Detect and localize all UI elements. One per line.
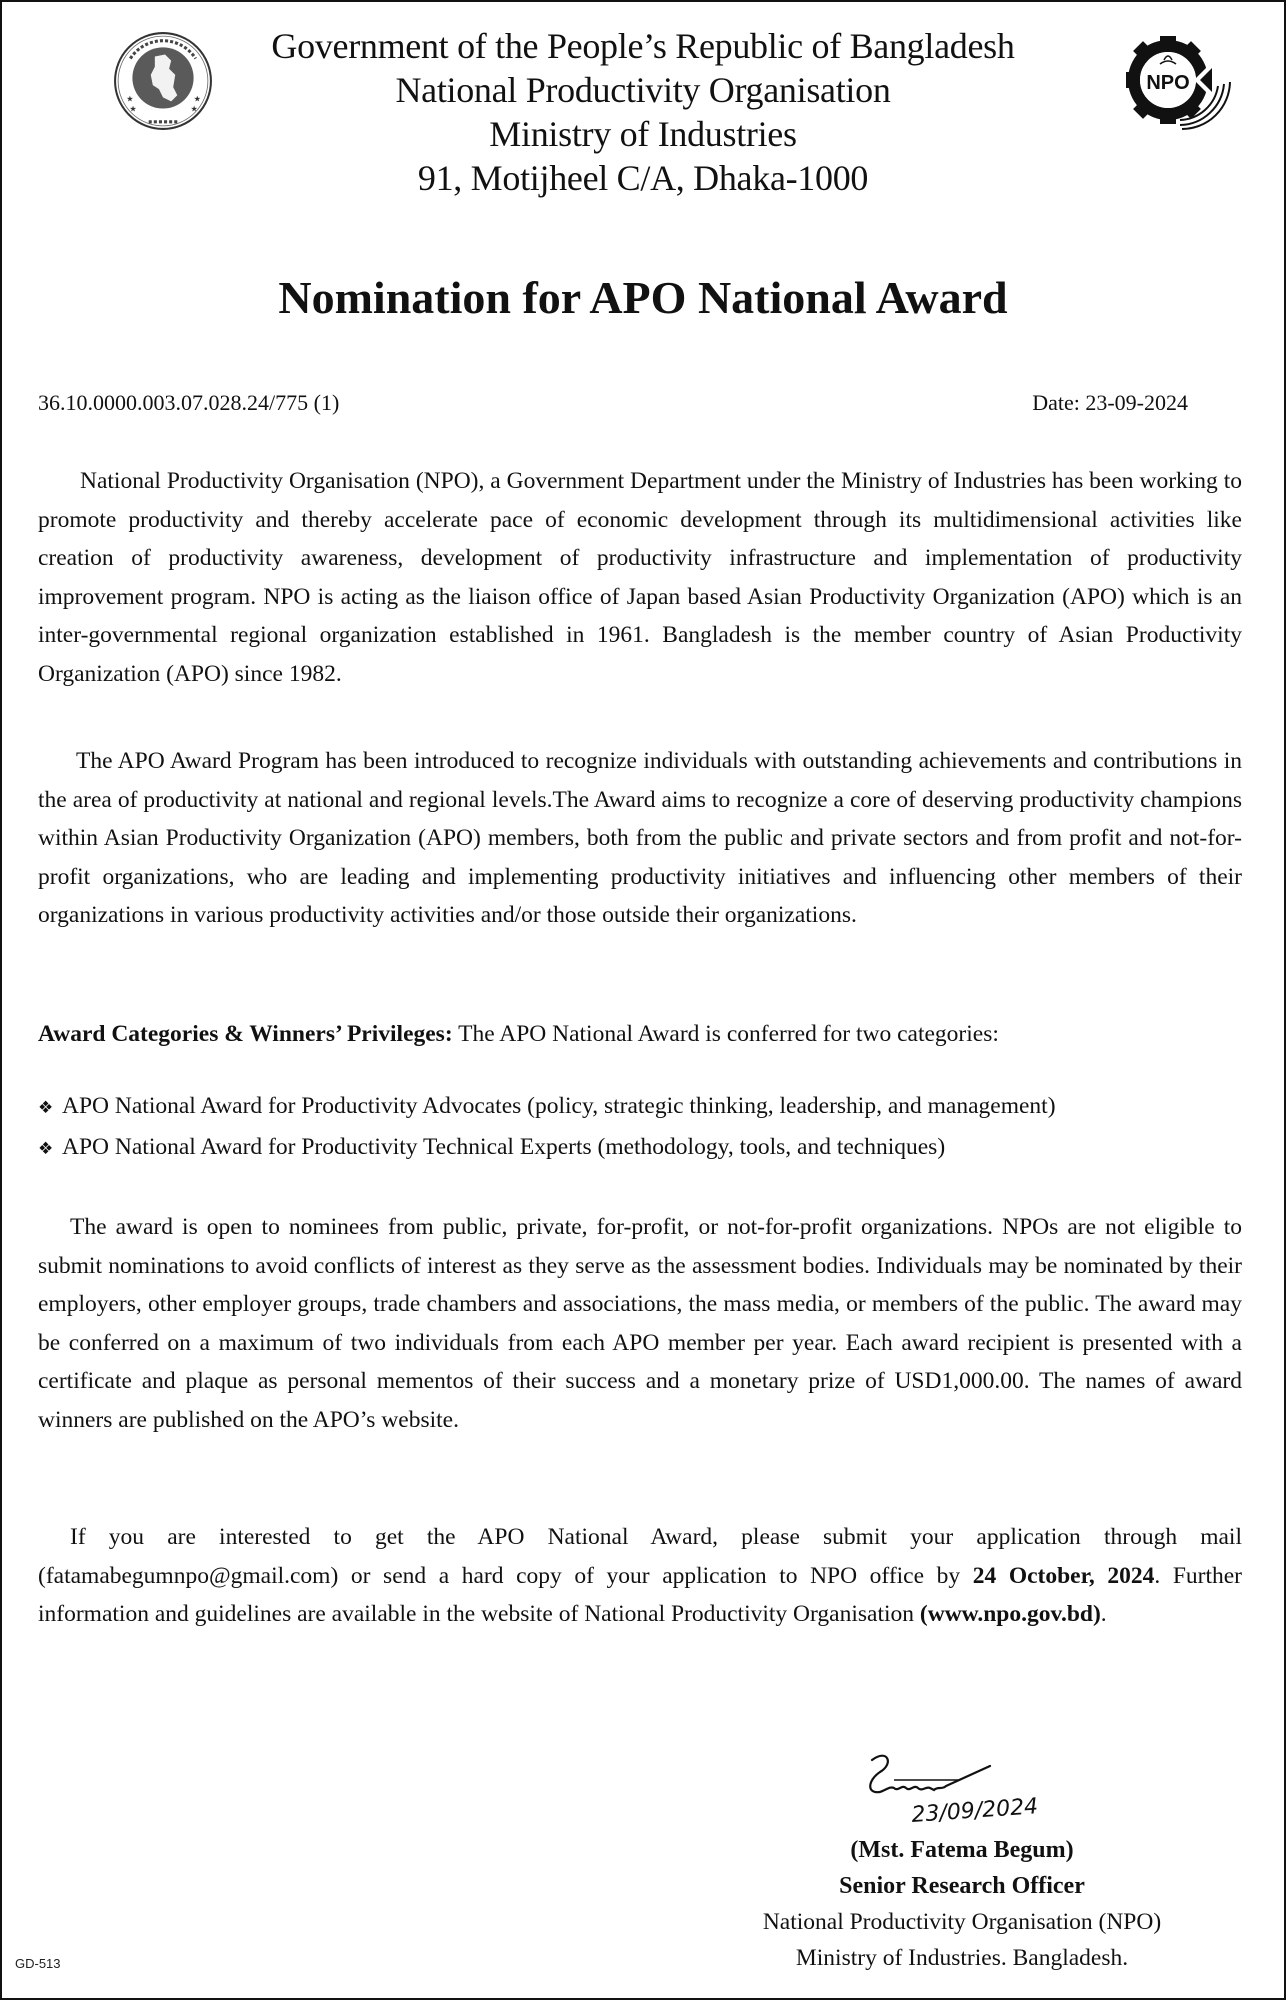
list-item (38, 1087, 1056, 1128)
paragraph-award-program: The APO Award Program has been introduced to recognize individuals with outstanding achievements and contributions in the area of productivity at national and regional levels.The Award aims to recognize a core of deserving productivity champions within Asian Productivity Organization (APO) members, both from the public and private sectors and from profit and not-for-profit organizations, who are leading and implementing productivity initiatives and influencing other members of their organizations in various productivity activities and/or those outside their organizations. (38, 748, 1242, 929)
award-categories-label: Award Categories & Winners’ Privileges: (38, 1021, 453, 1047)
letterhead-government: Government of the People’s Republic of Bangladesh (271, 26, 1015, 66)
svg-text:★: ★ (129, 103, 137, 114)
npo-gear-logo-icon (1120, 30, 1240, 130)
submission-deadline: 24 October, 2024 (972, 1562, 1155, 1589)
notice-title: Nomination for APO National Award (278, 272, 1008, 323)
award-categories-list (38, 1087, 1056, 1168)
svg-text:NPO: NPO (1146, 72, 1190, 94)
signatory-designation: Senior Research Officer (839, 1873, 1085, 1899)
letterhead (2, 24, 1284, 200)
svg-text:★: ★ (193, 93, 201, 104)
paragraph-npo-intro: National Productivity Organisation (NPO), a Government Department under the Ministry of Industries has been working to promote productivity and thereby accelerate pace of economic development through its multidimensional activities like creation of productivity awareness, development of productivity infrastructure and implementation of productivity improvement program. NPO is acting as the liaison office of Japan based Asian Productivity Organization (APO) which is an inter-governmental regional organization established in 1961. Bangladesh is the member country of Asian Productivity Organization (APO) since 1982. (38, 468, 1242, 687)
award-categories-intro (38, 1015, 1242, 1053)
submission-text: . (1100, 1601, 1107, 1628)
issue-date: Date: 23-09-2024 (1032, 390, 1188, 415)
diamond-bullet-icon: ❖ (38, 1138, 54, 1159)
list-item (38, 1128, 1056, 1169)
contact-email-link[interactable]: fatamabegumnpo@gmail.com (45, 1562, 331, 1589)
award-categories-text: The APO National Award is conferred for two categories: (452, 1021, 999, 1047)
svg-text:★: ★ (126, 93, 134, 104)
signatory-name: (Mst. Fatema Begum) (850, 1837, 1074, 1863)
website-link[interactable]: (www.npo.gov.bd) (919, 1601, 1101, 1628)
category-text: APO National Award for Productivity Advocates (policy, strategic thinking, leadership, and management) (62, 1093, 1056, 1119)
footer-code: GD-513 (15, 1956, 61, 1971)
paragraph-eligibility: The award is open to nominees from public, private, for-profit, or not-for-profit organizations. NPOs are not eligible to submit nominations to avoid conflicts of interest as they serve as the assessment bodies. Individuals may be nominated by their employers, other employer groups, trade chambers and associations, the mass media, or members of the public. The award may be conferred on a maximum of two individuals from each APO member per year. Each award recipient is presented with a certificate and plaque as personal mementos of their success and a monetary prize of USD1,000.00. The names of award winners are published on the APO’s website. (38, 1214, 1242, 1433)
letterhead-ministry: Ministry of Industries (489, 114, 797, 154)
letterhead-organisation: National Productivity Organisation (395, 70, 891, 110)
submission-text: If you are interested to get the APO National Award, please submit your application through mail ( (38, 1524, 1242, 1589)
paragraph-submission (38, 1518, 1242, 1634)
signatory-organisation: National Productivity Organisation (NPO) (762, 1909, 1162, 1935)
signatory-block (692, 1832, 1232, 1976)
category-text: APO National Award for Productivity Technical Experts (methodology, tools, and techniques) (62, 1133, 946, 1160)
signatory-ministry: Ministry of Industries. Bangladesh. (795, 1945, 1129, 1971)
svg-text:23/09/2024: 23/09/2024 (910, 1794, 1039, 1828)
svg-text:★: ★ (190, 103, 198, 114)
submission-text: . Further information and guidelines are available in the website of National Productivity Organisation (38, 1562, 1243, 1628)
letterhead-address: 91, Motijheel C/A, Dhaka-1000 (417, 158, 869, 198)
diamond-bullet-icon: ❖ (38, 1098, 54, 1118)
submission-text: ) or send a hard copy of your application to NPO office by (330, 1562, 973, 1589)
memo-number: 36.10.0000.003.07.028.24/775 (1) (38, 390, 340, 415)
